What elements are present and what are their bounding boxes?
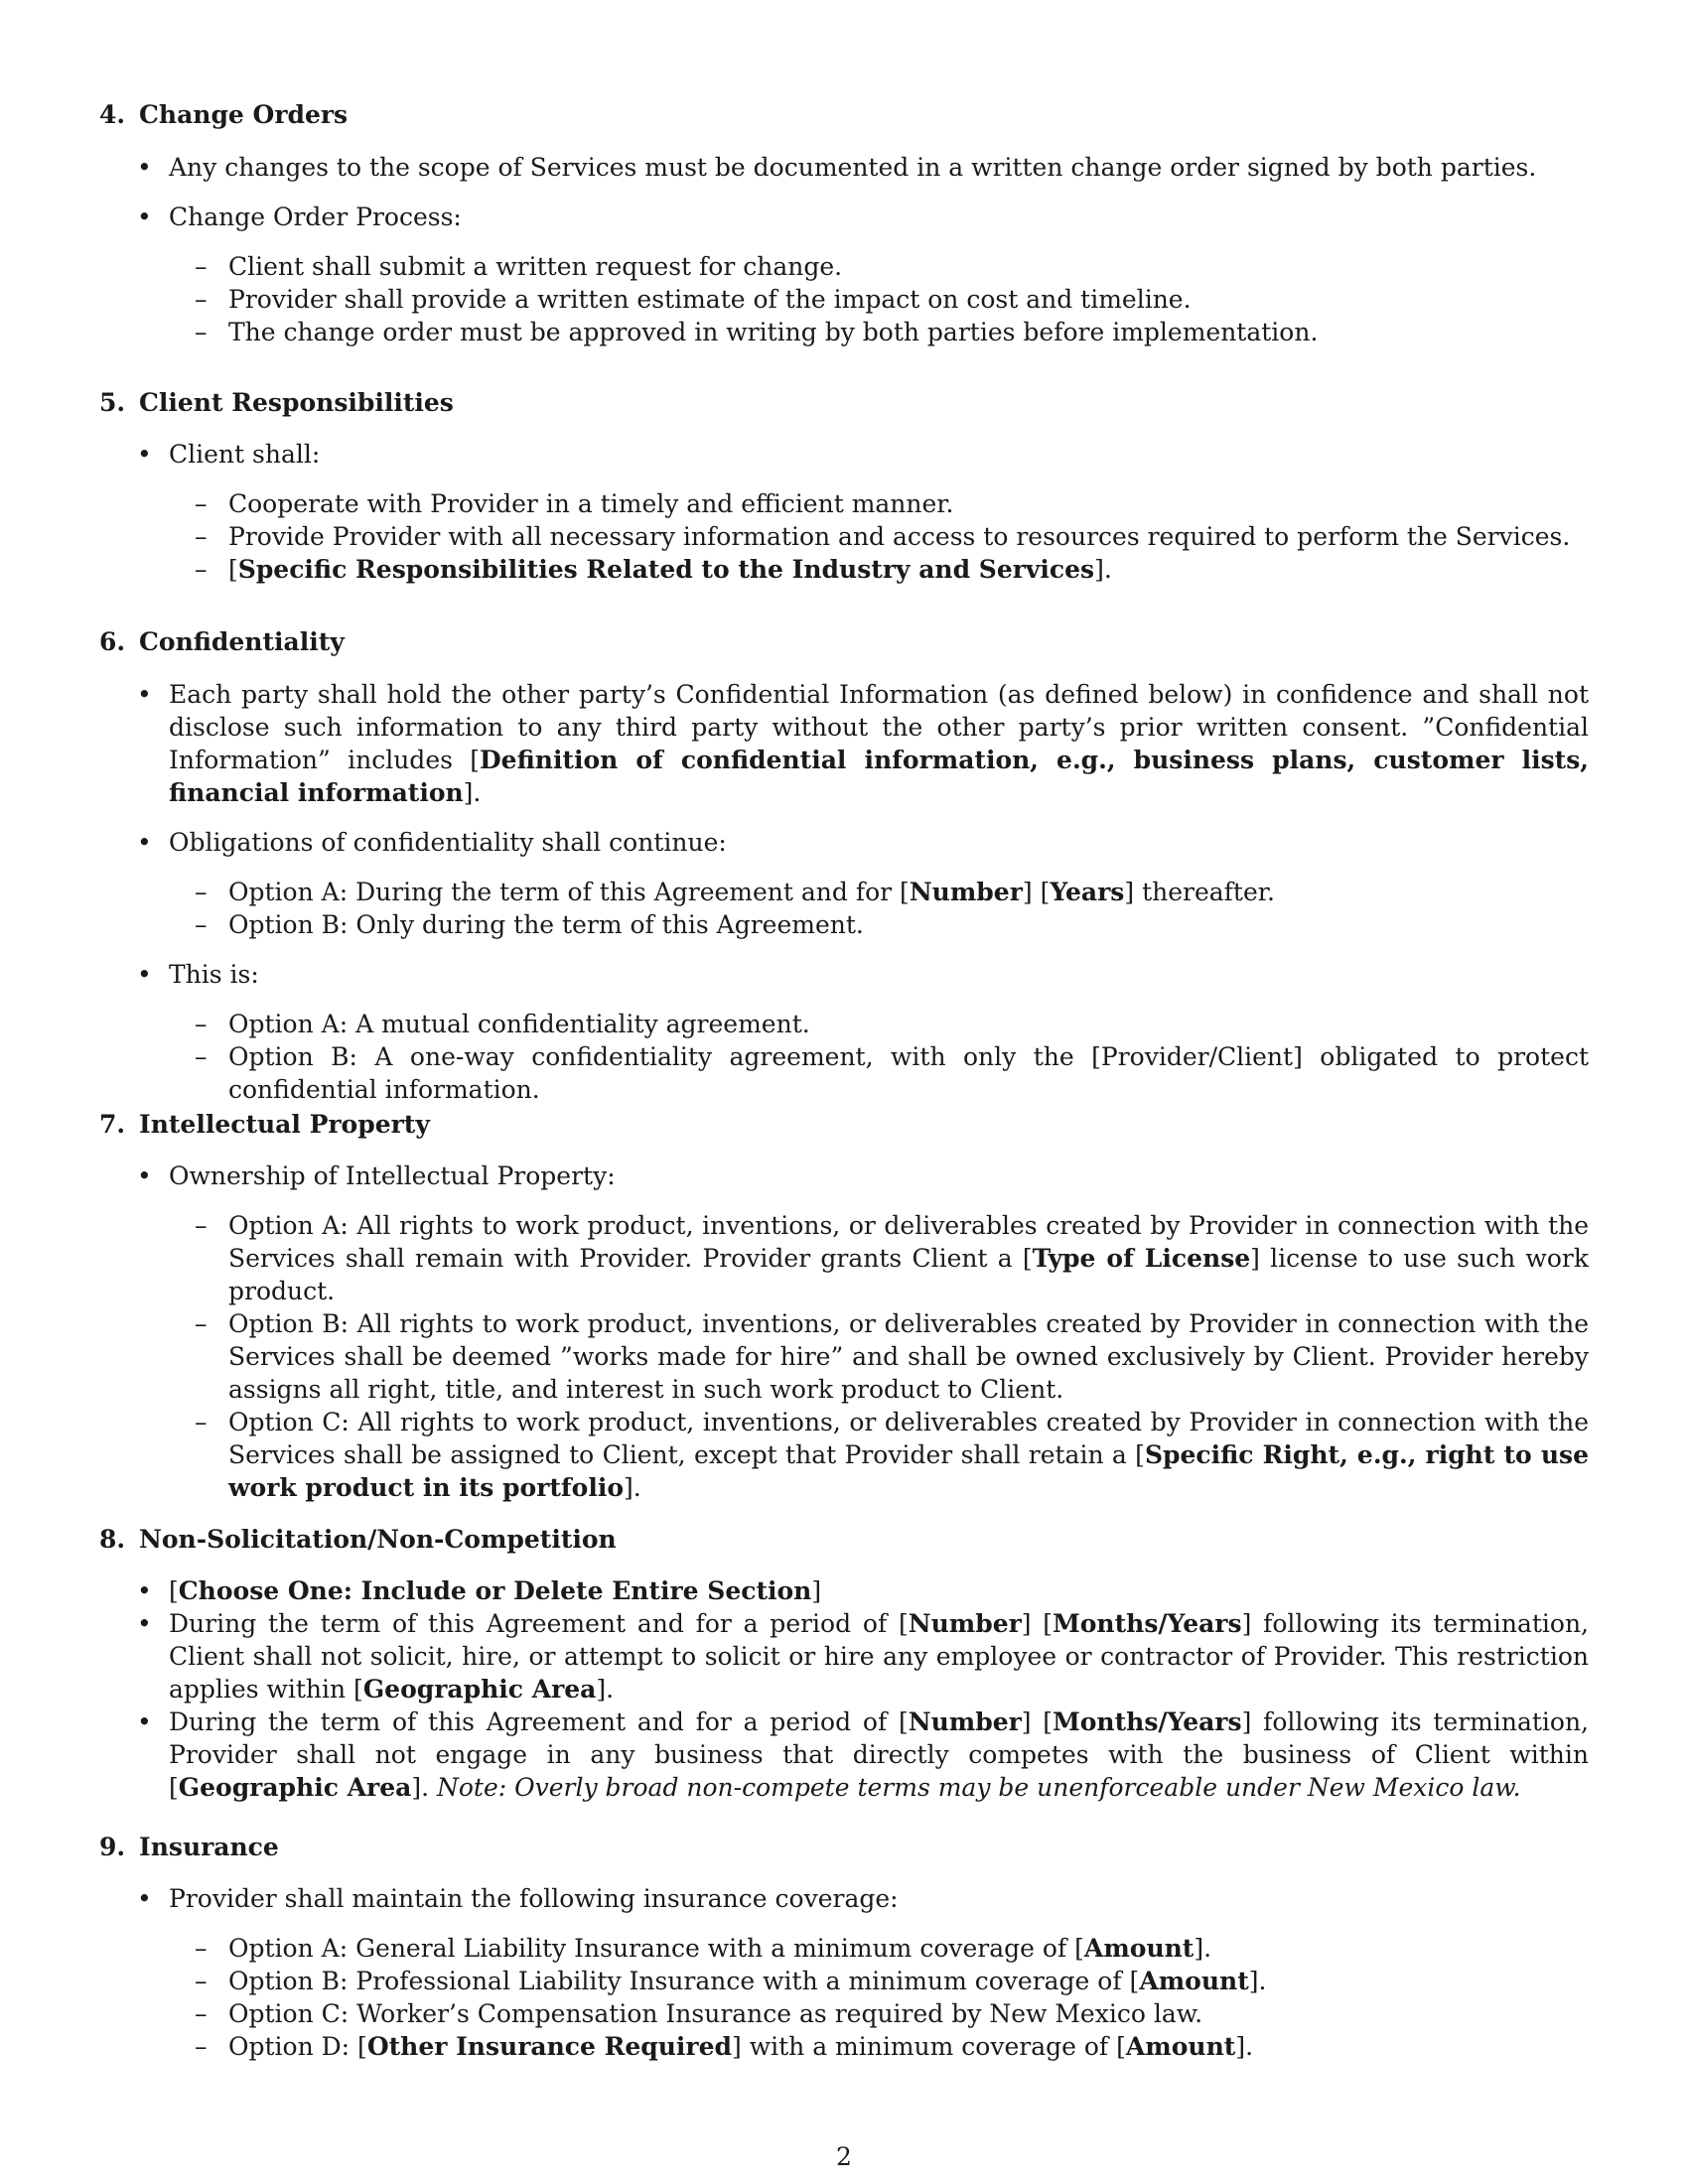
dash-marker: –: [195, 1999, 208, 2028]
section-5-body: [99, 438, 1589, 586]
dash-marker: –: [195, 2032, 208, 2061]
sub-list-item: – Option B: Only during the term of this Agreement.: [195, 910, 864, 939]
sub-list-item: – [Specific Responsibilities Related to the Industry and Services].: [195, 555, 1112, 584]
placeholder-field: Amount: [1125, 2032, 1236, 2061]
section-8-body: [99, 1574, 1589, 1804]
placeholder-field: Geographic Area: [178, 1773, 412, 1802]
bullet-marker: •: [137, 203, 152, 231]
section-number: 6.: [99, 627, 126, 656]
section-8-heading: [99, 1524, 617, 1556]
sub-list-item: – Option B: Professional Liability Insurance with a minimum coverage of [Amount].: [195, 1967, 1267, 1995]
bullet-marker: •: [137, 1161, 152, 1190]
dash-marker: –: [195, 1967, 208, 1995]
list-item: • Client shall:: [137, 440, 321, 469]
section-title: Client Responsibilities: [139, 388, 454, 417]
section-7-body: [99, 1160, 1589, 1504]
sub-list-item: – The change order must be approved in writing by both parties before implementation.: [195, 318, 1319, 346]
section-4-body: [99, 151, 1589, 348]
placeholder-field: Number: [908, 1609, 1022, 1638]
bullet-marker: •: [137, 1707, 152, 1736]
placeholder-field: Months/Years: [1053, 1707, 1242, 1736]
dash-marker: –: [195, 1042, 208, 1071]
placeholder-field: Geographic Area: [362, 1675, 597, 1704]
list-item: • Change Order Process:: [137, 203, 462, 231]
dash-marker: –: [195, 318, 208, 346]
section-6-body: [99, 678, 1589, 1106]
dash-marker: –: [195, 1211, 208, 1240]
sub-list-item: – Option A: A mutual confidentiality agreement.: [195, 1010, 810, 1038]
sub-list-item: – Option A: During the term of this Agreement and for [Number] [Years] thereafter.: [195, 878, 1275, 906]
dash-marker: –: [195, 1010, 208, 1038]
list-item: • Each party shall hold the other party’s Confidential Information (as defined below) in confidence and shall not disclose such information to any third party without the other party’s prior written consent. ”Confidential Information” includes [Definition of confidential information, e.g., business plans, customer lists, financial information].: [137, 680, 1589, 807]
bullet-marker: •: [137, 153, 152, 182]
bullet-marker: •: [137, 680, 152, 709]
list-item: • During the term of this Agreement and for a period of [Number] [Months/Years] following its termination, Provider shall not engage in any business that directly competes with the business of Client within [Geographic Area]. Note: Overly broad non-compete terms may be unenforceable under New Mexico law.: [137, 1707, 1590, 1802]
placeholder-field: Amount: [1083, 1934, 1195, 1963]
placeholder-field: Amount: [1139, 1967, 1249, 1995]
placeholder-field: Years: [1050, 878, 1125, 906]
placeholder-field: Number: [908, 1707, 1022, 1736]
placeholder-field: Type of License: [1032, 1244, 1251, 1273]
bullet-marker: •: [137, 1884, 152, 1913]
list-item: • Obligations of confidentiality shall continue:: [137, 828, 727, 857]
sub-list-item: – Option C: Worker’s Compensation Insurance as required by New Mexico law.: [195, 1999, 1203, 2028]
section-9-heading: [99, 1832, 279, 1863]
section-number: 9.: [99, 1833, 126, 1861]
bullet-marker: •: [137, 828, 152, 857]
list-item: • During the term of this Agreement and for a period of [Number] [Months/Years] following its termination, Client shall not solicit, hire, or attempt to solicit or hire any employee or contractor of Provider. This restriction applies within [Geographic Area].: [137, 1609, 1590, 1704]
bullet-marker: •: [137, 960, 152, 989]
bullet-marker: •: [137, 1576, 152, 1605]
list-item: • Any changes to the scope of Services must be documented in a written change order signed by both parties.: [137, 153, 1537, 182]
sub-list-item: – Option A: All rights to work product, inventions, or deliverables created by Provider in connection with the Services shall remain with Provider. Provider grants Client a [Type of License] license to use such work product.: [195, 1211, 1589, 1305]
list-item: • [Choose One: Include or Delete Entire Section]: [137, 1576, 822, 1605]
placeholder-field: Months/Years: [1053, 1609, 1242, 1638]
section-4-heading: [99, 99, 348, 131]
section-title: Insurance: [139, 1833, 279, 1861]
dash-marker: –: [195, 878, 208, 906]
bullet-marker: •: [137, 440, 152, 469]
dash-marker: –: [195, 285, 208, 314]
placeholder-field: Specific Right, e.g., right to use work product in its portfolio: [228, 1440, 1590, 1502]
section-number: 8.: [99, 1525, 126, 1554]
section-number: 5.: [99, 388, 126, 417]
section-title: Non-Solicitation/Non-Competition: [139, 1525, 617, 1554]
sub-list-item: – Option C: All rights to work product, inventions, or deliverables created by Provider in connection with the Services shall be assigned to Client, except that Provider shall retain a [Specific Right, e.g., right to use work product in its portfolio].: [195, 1408, 1590, 1502]
section-number: 7.: [99, 1110, 126, 1139]
sub-list-item: – Cooperate with Provider in a timely and efficient manner.: [195, 489, 954, 518]
sub-list-item: – Provide Provider with all necessary information and access to resources required to perform the Services.: [195, 522, 1571, 551]
dash-marker: –: [195, 522, 208, 551]
section-7-heading: [99, 1109, 430, 1141]
section-title: Intellectual Property: [139, 1110, 430, 1139]
placeholder-field: Other Insurance Required: [366, 2032, 732, 2061]
list-item: • Provider shall maintain the following insurance coverage:: [137, 1884, 899, 1913]
list-item: • Ownership of Intellectual Property:: [137, 1161, 616, 1190]
sub-list-item: – Option B: All rights to work product, inventions, or deliverables created by Provider in connection with the Services shall be deemed ”works made for hire” and shall be owned exclusively by Client. Provider hereby assigns all right, title, and interest in such work product to Client.: [195, 1309, 1589, 1404]
sub-list-item: – Option B: A one-way confidentiality agreement, with only the [Provider/Client] obligated to protect confidential information.: [195, 1042, 1589, 1104]
sub-list-item: – Provider shall provide a written estimate of the impact on cost and timeline.: [195, 285, 1192, 314]
dash-marker: –: [195, 910, 208, 939]
section-title: Confidentiality: [139, 627, 345, 656]
dash-marker: –: [195, 1408, 208, 1436]
dash-marker: –: [195, 489, 208, 518]
dash-marker: –: [195, 1934, 208, 1963]
section-number: 4.: [99, 100, 126, 129]
section-title: Change Orders: [139, 100, 349, 129]
section-6-heading: [99, 626, 345, 658]
legal-note: Note: Overly broad non-compete terms may be unenforceable under New Mexico law.: [436, 1773, 1521, 1802]
placeholder-field: Specific Responsibilities Related to the Industry and Services: [237, 555, 1095, 584]
dash-marker: –: [195, 1309, 208, 1338]
dash-marker: –: [195, 555, 208, 584]
list-item: • This is:: [137, 960, 259, 989]
sub-list-item: – Client shall submit a written request for change.: [195, 252, 843, 281]
section-9-body: [99, 1882, 1589, 2063]
section-5-heading: [99, 387, 454, 419]
placeholder-field: Choose One: Include or Delete Entire Section: [178, 1576, 812, 1605]
placeholder-field: Number: [909, 878, 1023, 906]
sub-list-item: – Option A: General Liability Insurance with a minimum coverage of [Amount].: [195, 1934, 1212, 1963]
dash-marker: –: [195, 252, 208, 281]
placeholder-field: Definition of confidential information, e.g., business plans, customer lists, financial information: [169, 746, 1589, 807]
sub-list-item: – Option D: [Other Insurance Required] with a minimum coverage of [Amount].: [195, 2032, 1254, 2061]
page-number: 2: [836, 2142, 852, 2171]
bullet-marker: •: [137, 1609, 152, 1638]
